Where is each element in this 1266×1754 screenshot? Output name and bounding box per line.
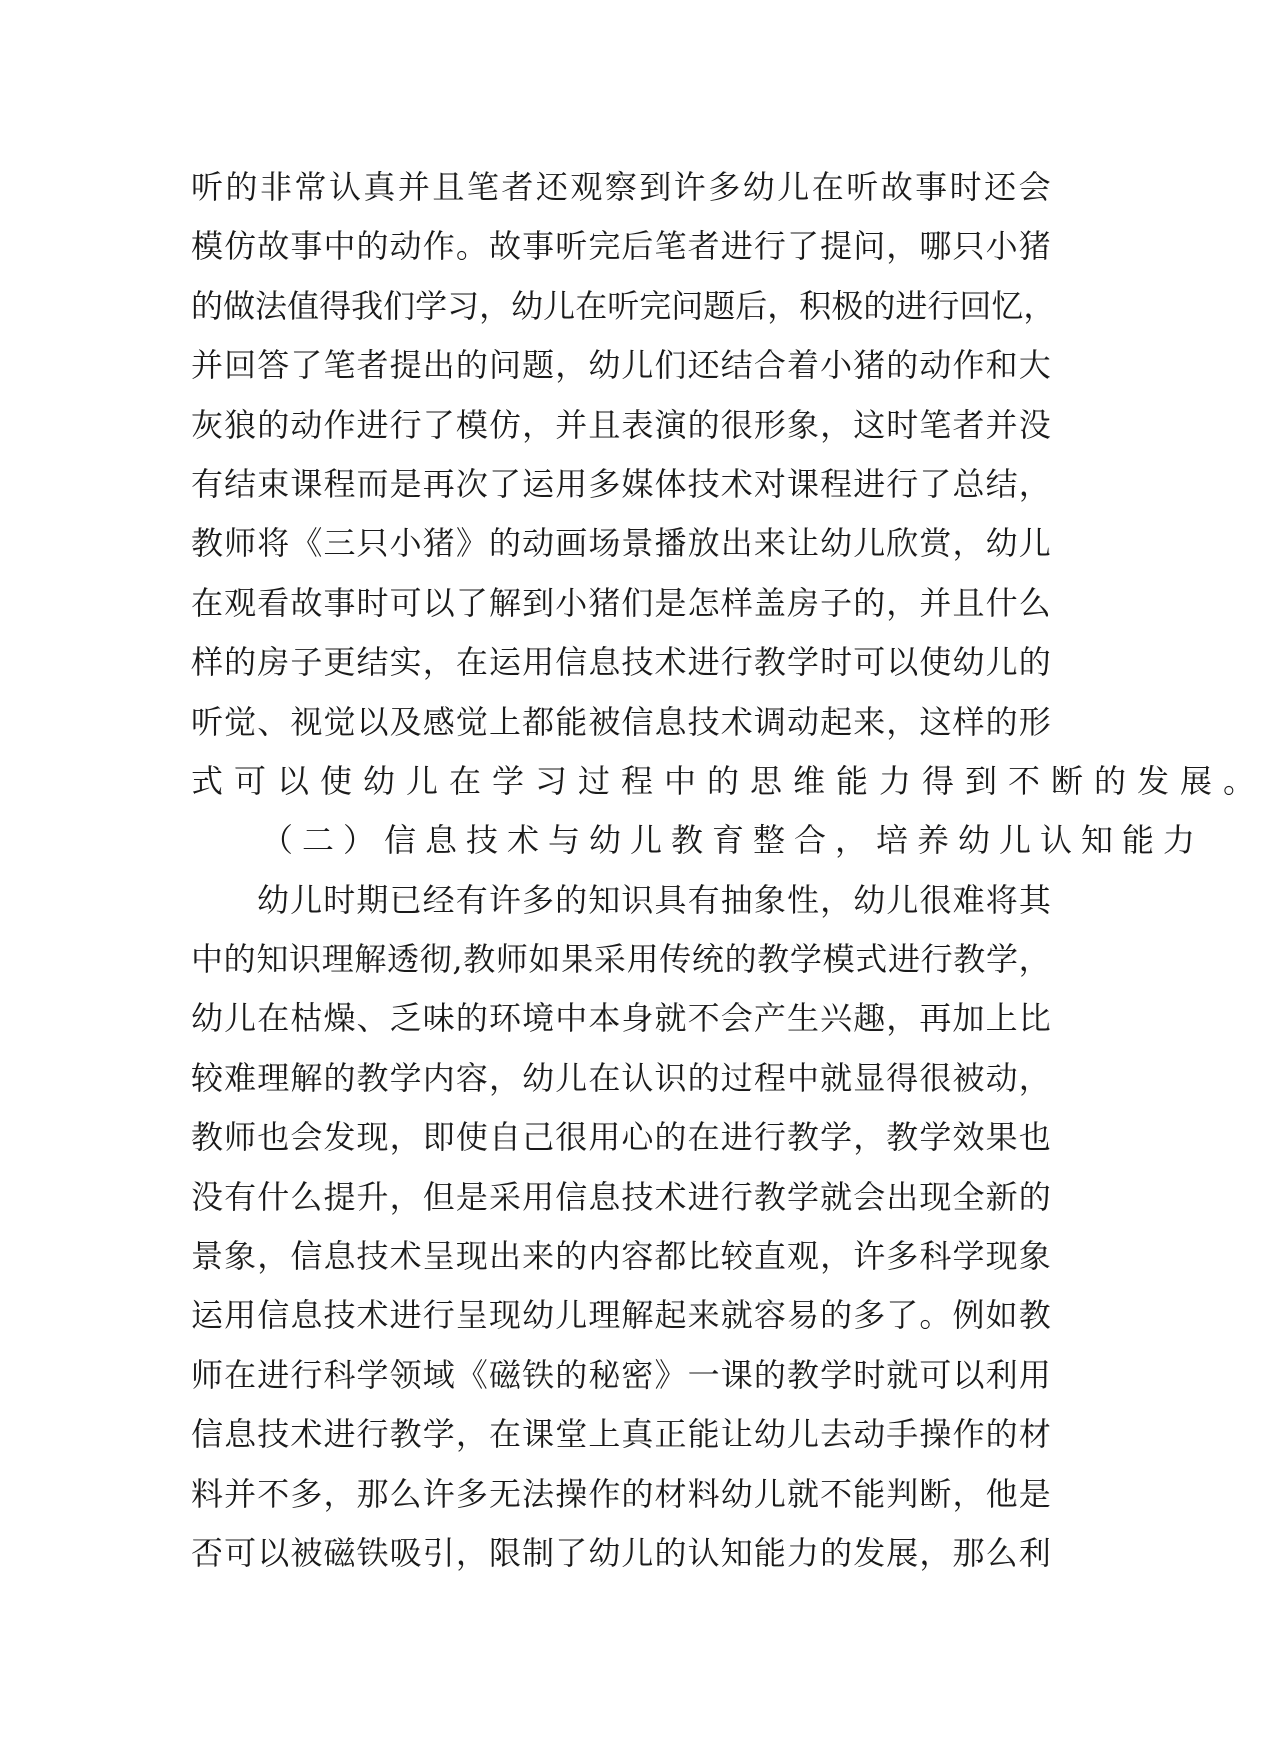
- text-line: 式可以使幼儿在学习过程中的思维能力得到不断的发展。: [191, 761, 1266, 800]
- text-line: 运 用 信 息 技 术 进 行 呈 现 幼 儿 理 解 起 来 就 容 易 的 多 了 。 例 如 教: [191, 1296, 1051, 1335]
- text-line: 中 的 知 识 理 解 透 彻 , 教 师 如 果 采 用 传 统 的 教 学 模 式 进 行 教 学 ，: [191, 940, 1051, 979]
- text-line: 否 可 以 被 磁 铁 吸 引 ， 限 制 了 幼 儿 的 认 知 能 力 的 发 展 ， 那 么 利: [191, 1533, 1051, 1572]
- text-line: 信 息 技 术 进 行 教 学 ， 在 课 堂 上 真 正 能 让 幼 儿 去 动 手 操 作 的 材: [191, 1415, 1051, 1454]
- section-heading: （二）信息技术与幼儿教育整合，培养幼儿认知能力: [261, 821, 1205, 860]
- text-line: 的 做 法 值 得 我 们 学 习 ， 幼 儿 在 听 完 问 题 后 ， 积 极 的 进 行 回 忆 ，: [191, 286, 1056, 325]
- text-line: 听 的 非 常 认 真 并 且 笔 者 还 观 察 到 许 多 幼 儿 在 听 故 事 时 还 会: [191, 168, 1051, 206]
- text-line: 师 在 进 行 科 学 领 域 《 磁 铁 的 秘 密 》 一 课 的 教 学 时 就 可 以 利 用: [191, 1355, 1051, 1394]
- text-line: 模 仿 故 事 中 的 动 作 。 故 事 听 完 后 笔 者 进 行 了 提 问 ， 哪 只 小 猪: [191, 227, 1051, 266]
- text-line: 幼 儿 时 期 已 经 有 许 多 的 知 识 具 有 抽 象 性 ， 幼 儿 很 难 将 其: [257, 880, 1051, 919]
- document-body: [191, 158, 1266, 1583]
- text-line: 样 的 房 子 更 结 实 ， 在 运 用 信 息 技 术 进 行 教 学 时 可 以 使 幼 儿 的: [191, 643, 1051, 682]
- text-line: 听 觉 、 视 觉 以 及 感 觉 上 都 能 被 信 息 技 术 调 动 起 来 ， 这 样 的 形: [191, 702, 1051, 741]
- text-line: 景 象 ， 信 息 技 术 呈 现 出 来 的 内 容 都 比 较 直 观 ， 许 多 科 学 现 象: [191, 1237, 1051, 1276]
- text-line: 幼 儿 在 枯 燥 、 乏 味 的 环 境 中 本 身 就 不 会 产 生 兴 趣 ， 再 加 上 比: [191, 999, 1051, 1038]
- text-line: 在 观 看 故 事 时 可 以 了 解 到 小 猪 们 是 怎 样 盖 房 子 的 ， 并 且 什 么: [191, 583, 1051, 622]
- text-line: 较 难 理 解 的 教 学 内 容 ， 幼 儿 在 认 识 的 过 程 中 就 显 得 很 被 动 ，: [191, 1058, 1051, 1097]
- text-line: 教 师 也 会 发 现 ， 即 使 自 己 很 用 心 的 在 进 行 教 学 ， 教 学 效 果 也: [191, 1118, 1051, 1157]
- text-line: 教 师 将 《 三 只 小 猪 》 的 动 画 场 景 播 放 出 来 让 幼 儿 欣 赏 ， 幼 儿: [191, 524, 1051, 563]
- text-line: 有 结 束 课 程 而 是 再 次 了 运 用 多 媒 体 技 术 对 课 程 进 行 了 总 结 ，: [191, 464, 1051, 503]
- text-line: 料 并 不 多 ， 那 么 许 多 无 法 操 作 的 材 料 幼 儿 就 不 能 判 断 ， 他 是: [191, 1474, 1051, 1513]
- text-line: 并 回 答 了 笔 者 提 出 的 问 题 ， 幼 儿 们 还 结 合 着 小 猪 的 动 作 和 大: [191, 346, 1051, 385]
- text-line: 没 有 什 么 提 升 ， 但 是 采 用 信 息 技 术 进 行 教 学 就 会 出 现 全 新 的: [191, 1177, 1051, 1216]
- text-line: 灰 狼 的 动 作 进 行 了 模 仿 ， 并 且 表 演 的 很 形 象 ， 这 时 笔 者 并 没: [191, 405, 1051, 444]
